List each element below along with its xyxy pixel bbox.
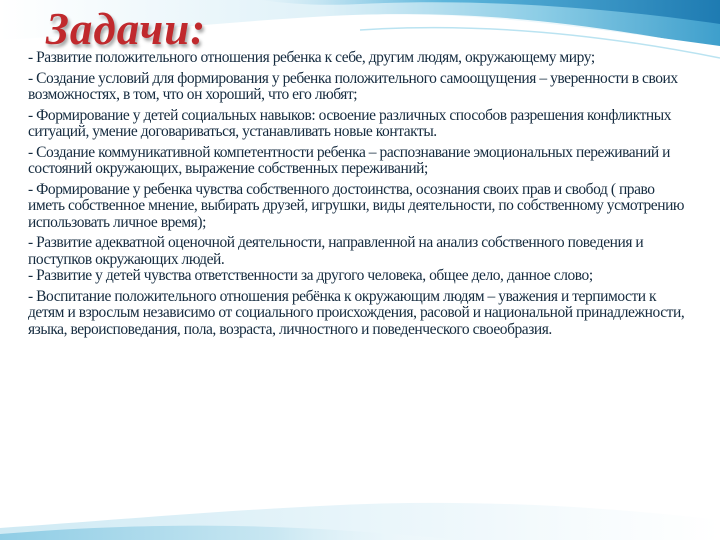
task-item-6: - Развитие адекватной оценочной деятельности, направленной на анализ собственного поведения и поступков окружающих людей. (28, 234, 644, 268)
slide-title: Задачи: (46, 4, 207, 54)
task-item-4: - Создание коммуникативной компетентности ребенка – распознавание эмоциональных переживаний и состояний окружающих, выражение собственных переживаний; (28, 143, 670, 177)
task-item-1: - Развитие положительного отношения ребенка к себе, другим людям, окружающему миру; (28, 49, 595, 66)
task-list (28, 50, 688, 342)
task-item-2: - Создание условий для формирования у ребенка положительного самоощущения – уверенности в своих возможностях, в том, что он хороший, что его любят; (28, 69, 678, 103)
task-item-8: - Воспитание положительного отношения ребёнка к окружающим людям – уважения и терпимости к детям и взрослым независимо от социального происхождения, расовой и национальной принадлежности, языка, вероисповедания, пола, возраста, личностного и поведенческого своеобразия. (28, 287, 685, 338)
task-item-3: - Формирование у детей социальных навыков: освоение различных способов разрешения конфликтных ситуаций, умение договариваться, устанавливать новые контакты. (28, 106, 672, 140)
task-item-7: - Развитие у детей чувства ответственности за другого человека, общее дело, данное слово; (28, 267, 593, 284)
task-item-5: - Формирование у ребенка чувства собственного достоинства, осознания своих прав и свобод ( право иметь собственное мнение, выбирать друзей, игрушки, виды деятельности, по собственному усмотрению использовать личное время); (28, 180, 685, 231)
